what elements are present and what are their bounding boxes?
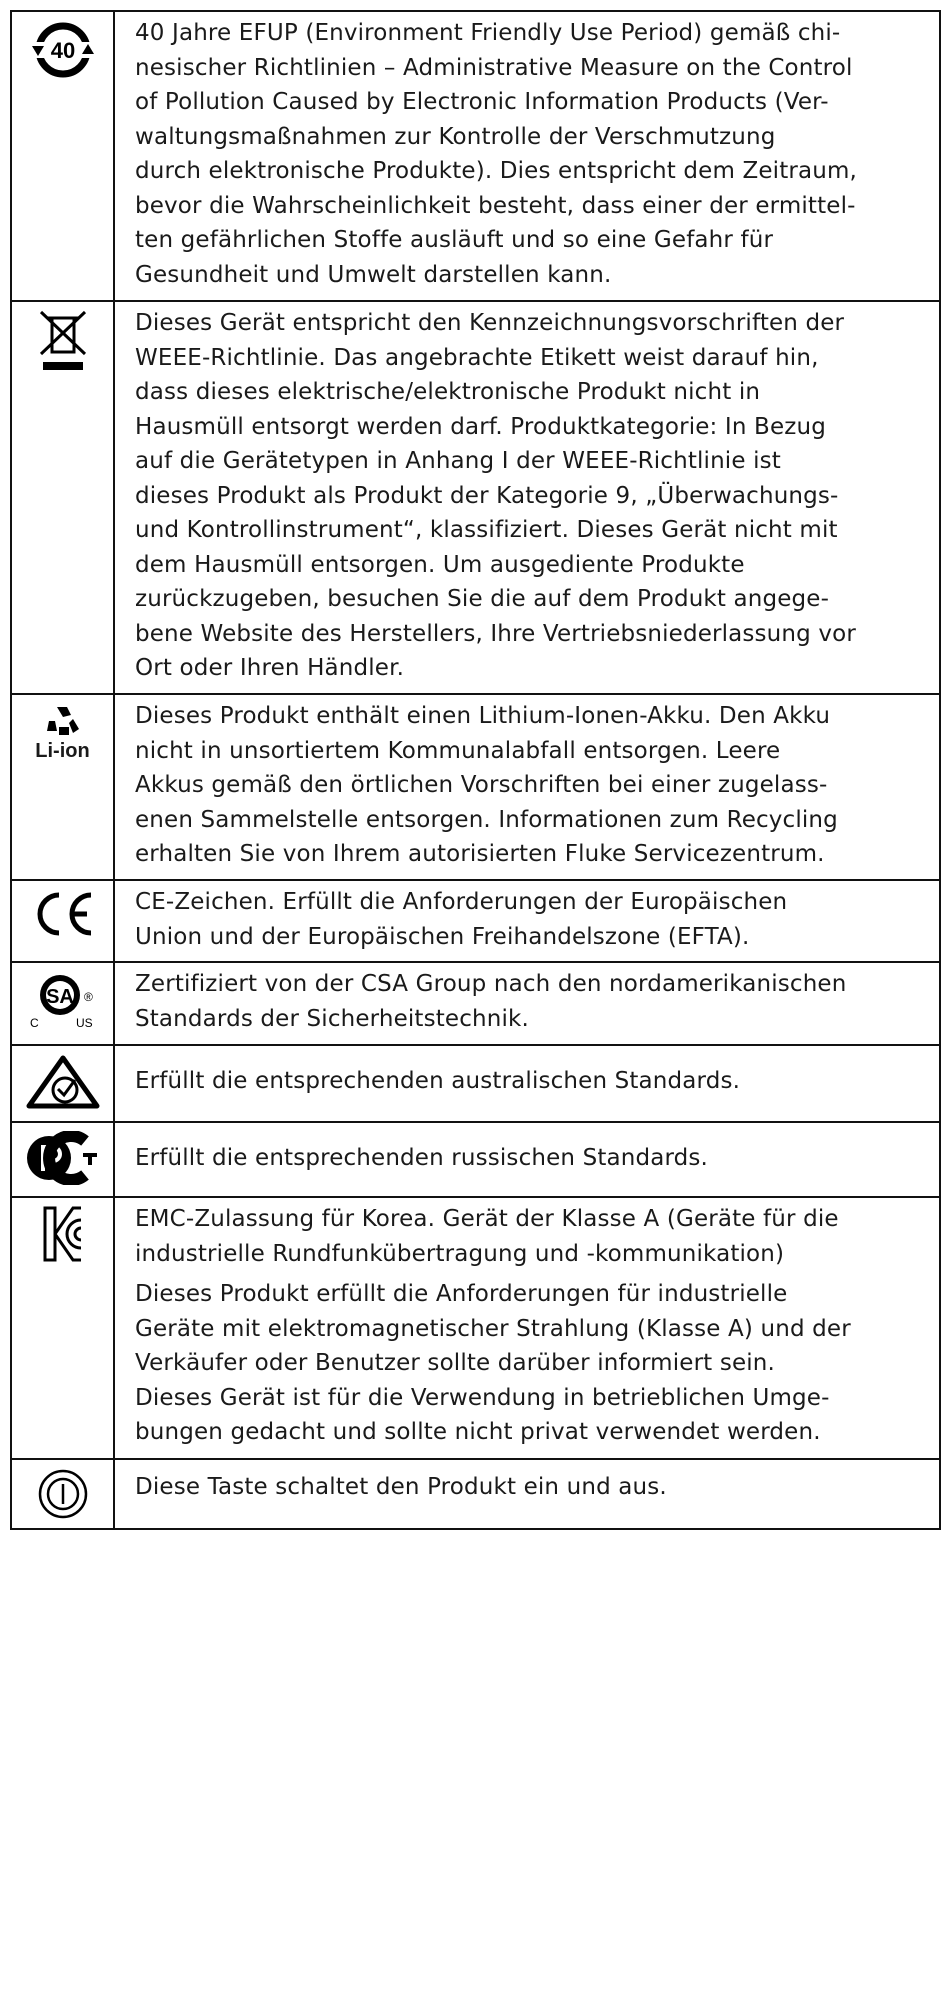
kc-korea-icon xyxy=(43,1206,83,1262)
pct-description: Erfüllt die entsprechenden russischen Standards. xyxy=(135,1145,709,1171)
icon-cell xyxy=(11,1045,114,1122)
table-row xyxy=(11,1045,940,1122)
svg-text:40: 40 xyxy=(50,38,75,63)
li-ion-label: Li-ion xyxy=(35,740,90,762)
icon-cell xyxy=(11,962,114,1045)
svg-text:C: C xyxy=(29,1016,39,1030)
table-row xyxy=(11,301,940,694)
icon-cell xyxy=(11,1122,114,1197)
table-row xyxy=(11,694,940,880)
table-row xyxy=(11,1122,940,1197)
icon-cell xyxy=(11,1197,114,1459)
description-cell xyxy=(114,11,940,301)
svg-text:®: ® xyxy=(83,990,93,1004)
rcm-description: Erfüllt die entsprechenden australischen Standards. xyxy=(135,1068,741,1094)
description-cell xyxy=(114,1122,940,1197)
li-ion-description: Dieses Produkt enthält einen Lithium-Ionen-Akku. Den Akku nicht in unsortiertem Kommunalabfall entsorgen. Leere Akkus gemäß den örtlichen Vorschriften bei einer zugelass- enen Sammelstelle entsorgen. Informationen zum Recycling erhalten Sie von Ihrem autorisierten Fluke Servicezentrum. xyxy=(135,703,838,867)
description-cell xyxy=(114,694,940,880)
icon-cell xyxy=(11,694,114,880)
svg-text:US: US xyxy=(75,1016,93,1030)
power-button-description: Diese Taste schaltet den Produkt ein und aus. xyxy=(135,1474,667,1500)
description-cell xyxy=(114,962,940,1045)
table-row xyxy=(11,11,940,301)
description-cell xyxy=(114,880,940,962)
icon-cell xyxy=(11,11,114,301)
svg-text:SA: SA xyxy=(45,986,74,1008)
kc-class-a-notice: Dieses Produkt erfüllt die Anforderungen für industrielle Geräte mit elektromagnetischer Strahlung (Klasse A) und der Verkäufer oder Benutzer sollte darüber informiert sein. Dieses Gerät ist für die Verwendung in betrieblichen Umge- bungen gedacht und sollte nicht privat verwendet werden. xyxy=(135,1281,851,1445)
weee-description: Dieses Gerät entspricht den Kennzeichnungsvorschriften der WEEE-Richtlinie. Das angebrachte Etikett weist darauf hin, dass dieses elektrische/elektronische Produkt nicht in Hausmüll entsorgt werden darf. Produktkategorie: In Bezug auf die Gerätetypen in Anhang I der WEEE-Richtlinie ist dieses Produkt als Produkt der Kategorie 9, „Überwachungs- und Kontrollinstrument“, klassifiziert. Dieses Gerät nicht mit dem Hausmüll entsorgen. Um ausgediente Produkte zurückzugeben, besuchen Sie die auf dem Produkt angege- bene Website des Herstellers, Ihre Vertriebsniederlassung vor Ort oder Ihren Händler. xyxy=(135,310,856,681)
icon-cell xyxy=(11,1459,114,1529)
table-row xyxy=(11,1459,940,1529)
pct-russia-icon xyxy=(27,1131,99,1185)
icon-cell xyxy=(11,301,114,694)
icon-cell xyxy=(11,880,114,962)
efup-40-icon xyxy=(31,20,95,80)
power-button-icon xyxy=(37,1468,89,1520)
description-cell xyxy=(114,1459,940,1529)
csa-mark-icon xyxy=(26,971,100,1031)
description-cell xyxy=(114,1197,940,1459)
csa-description: Zertifiziert von der CSA Group nach den nordamerikanischen Standards der Sicherheitstechnik. xyxy=(135,971,847,1032)
ce-mark-icon xyxy=(31,889,95,939)
symbols-table xyxy=(10,10,941,1530)
table-row xyxy=(11,962,940,1045)
li-ion-recycle-icon xyxy=(35,703,89,761)
weee-crossed-bin-icon xyxy=(38,310,88,374)
efup-description: 40 Jahre EFUP (Environment Friendly Use Period) gemäß chi- nesischer Richtlinien – Administrative Measure on the Control of Pollution Caused by Electronic Information Products (Ver- waltungsmaßnahmen zur Kontrolle der Verschmutzung durch elektronische Produkte). Dies entspricht dem Zeitraum, bevor die Wahrscheinlichkeit besteht, dass einer der ermittel- ten gefährlichen Stoffe ausläuft und so eine Gefahr für Gesundheit und Umwelt darstellen kann. xyxy=(135,20,857,288)
description-cell xyxy=(114,1045,940,1122)
kc-description: EMC-Zulassung für Korea. Gerät der Klasse A (Geräte für die industrielle Rundfunkübertragung und -kommunikation) xyxy=(135,1206,839,1267)
table-row xyxy=(11,1197,940,1459)
rcm-australia-icon xyxy=(25,1054,101,1112)
description-cell xyxy=(114,301,940,694)
ce-description: CE-Zeichen. Erfüllt die Anforderungen der Europäischen Union und der Europäischen Freihandelszone (EFTA). xyxy=(135,889,788,950)
table-row xyxy=(11,880,940,962)
recycle-icon xyxy=(43,703,83,737)
